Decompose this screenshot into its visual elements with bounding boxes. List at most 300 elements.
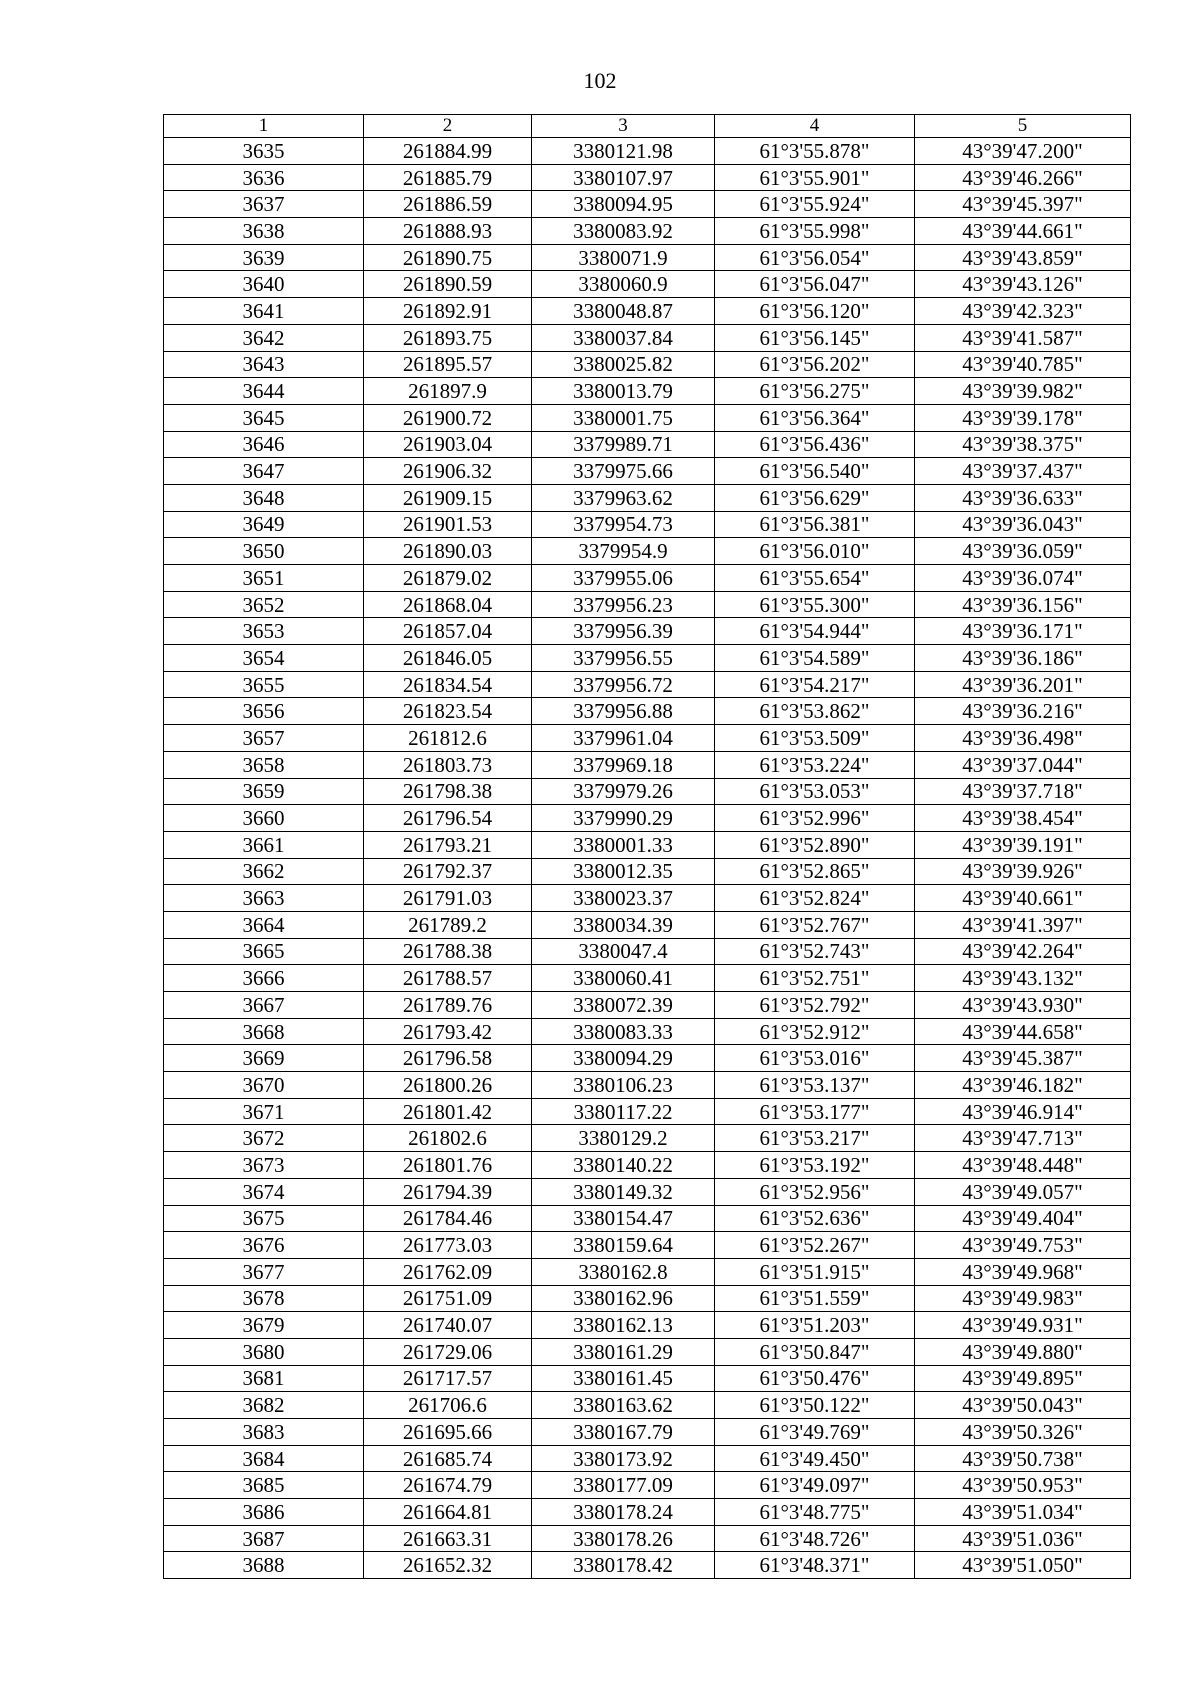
table-cell-col-2: 261823.54 [364,698,532,725]
table-cell-col-2: 261717.57 [364,1365,532,1392]
table-cell-col-1: 3650 [164,538,364,565]
table-cell-col-3: 3380159.64 [532,1232,715,1259]
table-cell-col-2: 261802.6 [364,1125,532,1152]
table-cell-col-5: 43°39'36.059" [915,538,1131,565]
table-cell-col-5: 43°39'50.043" [915,1392,1131,1419]
table-cell-col-2: 261897.9 [364,378,532,405]
table-cell-col-3: 3380013.79 [532,378,715,405]
table-cell-col-3: 3379975.66 [532,458,715,485]
table-cell-col-2: 261784.46 [364,1205,532,1232]
table-cell-col-3: 3380071.9 [532,244,715,271]
table-cell-col-3: 3380167.79 [532,1419,715,1446]
table-cell-col-1: 3660 [164,805,364,832]
table-cell-col-2: 261868.04 [364,591,532,618]
table-cell-col-5: 43°39'36.171" [915,618,1131,645]
table-cell-col-4: 61°3'56.145" [715,324,915,351]
table-cell-col-1: 3681 [164,1365,364,1392]
table-cell-col-5: 43°39'46.266" [915,164,1131,191]
table-cell-col-5: 43°39'40.785" [915,351,1131,378]
table-row [164,1098,1131,1125]
table-cell-col-3: 3380161.29 [532,1338,715,1365]
table-header [164,115,1131,138]
table-row [164,1125,1131,1152]
table-row [164,1018,1131,1045]
table-cell-col-5: 43°39'46.182" [915,1072,1131,1099]
table-row [164,1552,1131,1579]
table-cell-col-2: 261895.57 [364,351,532,378]
table-cell-col-1: 3655 [164,671,364,698]
table-cell-col-1: 3664 [164,911,364,938]
table-row [164,244,1131,271]
table-cell-col-2: 261906.32 [364,458,532,485]
table-cell-col-1: 3663 [164,885,364,912]
table-cell-col-2: 261803.73 [364,751,532,778]
table-cell-col-4: 61°3'52.767" [715,911,915,938]
table-cell-col-3: 3379979.26 [532,778,715,805]
table-cell-col-3: 3380107.97 [532,164,715,191]
table-cell-col-3: 3380048.87 [532,298,715,325]
table-cell-col-5: 43°39'49.931" [915,1312,1131,1339]
table-cell-col-3: 3380060.41 [532,965,715,992]
page-number: 102 [583,68,617,93]
table-cell-col-4: 61°3'48.371" [715,1552,915,1579]
table-cell-col-1: 3643 [164,351,364,378]
table-cell-col-3: 3380149.32 [532,1178,715,1205]
table-cell-col-3: 3380047.4 [532,938,715,965]
table-cell-col-4: 61°3'55.901" [715,164,915,191]
table-row [164,645,1131,672]
table-row [164,1178,1131,1205]
table-row [164,725,1131,752]
table-cell-col-3: 3380001.33 [532,831,715,858]
table-cell-col-5: 43°39'49.753" [915,1232,1131,1259]
table-cell-col-5: 43°39'45.387" [915,1045,1131,1072]
table-row [164,591,1131,618]
table-cell-col-3: 3379955.06 [532,565,715,592]
table-cell-col-2: 261800.26 [364,1072,532,1099]
table-row [164,324,1131,351]
table-body [164,138,1131,1579]
table-cell-col-3: 3380162.96 [532,1285,715,1312]
table-cell-col-1: 3640 [164,271,364,298]
table-row [164,1365,1131,1392]
table-cell-col-5: 43°39'37.437" [915,458,1131,485]
table-cell-col-1: 3654 [164,645,364,672]
table-cell-col-1: 3680 [164,1338,364,1365]
table-cell-col-2: 261886.59 [364,191,532,218]
table-cell-col-2: 261888.93 [364,218,532,245]
table-cell-col-5: 43°39'39.191" [915,831,1131,858]
table-cell-col-1: 3638 [164,218,364,245]
table-cell-col-4: 61°3'49.450" [715,1445,915,1472]
table-cell-col-3: 3380162.8 [532,1258,715,1285]
table-cell-col-3: 3380034.39 [532,911,715,938]
table-cell-col-1: 3688 [164,1552,364,1579]
table-cell-col-1: 3635 [164,138,364,165]
table-cell-col-1: 3636 [164,164,364,191]
table-cell-col-2: 261846.05 [364,645,532,672]
table-cell-col-4: 61°3'49.769" [715,1419,915,1446]
table-row [164,1258,1131,1285]
table-cell-col-5: 43°39'49.404" [915,1205,1131,1232]
table-row [164,1419,1131,1446]
table-cell-col-1: 3653 [164,618,364,645]
table-row [164,1338,1131,1365]
table-cell-col-1: 3674 [164,1178,364,1205]
header-cell-1: 1 [164,115,364,138]
table-cell-col-1: 3675 [164,1205,364,1232]
table-row [164,858,1131,885]
table-cell-col-5: 43°39'36.633" [915,484,1131,511]
table-cell-col-3: 3380178.24 [532,1499,715,1526]
table-cell-col-2: 261900.72 [364,404,532,431]
table-cell-col-5: 43°39'48.448" [915,1152,1131,1179]
table-cell-col-3: 3380012.35 [532,858,715,885]
table-cell-col-4: 61°3'55.654" [715,565,915,592]
table-cell-col-3: 3380140.22 [532,1152,715,1179]
table-cell-col-3: 3380060.9 [532,271,715,298]
table-cell-col-1: 3652 [164,591,364,618]
table-cell-col-4: 61°3'53.509" [715,725,915,752]
table-row [164,565,1131,592]
table-cell-col-4: 61°3'56.540" [715,458,915,485]
table-cell-col-5: 43°39'38.375" [915,431,1131,458]
table-cell-col-3: 3380178.42 [532,1552,715,1579]
table-cell-col-1: 3667 [164,992,364,1019]
table-cell-col-3: 3379956.39 [532,618,715,645]
table-cell-col-5: 43°39'36.498" [915,725,1131,752]
table-cell-col-3: 3379954.9 [532,538,715,565]
table-cell-col-4: 61°3'50.476" [715,1365,915,1392]
table-cell-col-4: 61°3'48.726" [715,1525,915,1552]
table-cell-col-4: 61°3'52.743" [715,938,915,965]
table-cell-col-4: 61°3'52.912" [715,1018,915,1045]
table-cell-col-1: 3673 [164,1152,364,1179]
table-row [164,671,1131,698]
table-cell-col-2: 261796.54 [364,805,532,832]
table-cell-col-2: 261762.09 [364,1258,532,1285]
table-row [164,1392,1131,1419]
table-cell-col-4: 61°3'56.047" [715,271,915,298]
table-cell-col-5: 43°39'37.718" [915,778,1131,805]
table-cell-col-4: 61°3'56.381" [715,511,915,538]
table-cell-col-3: 3380037.84 [532,324,715,351]
table-cell-col-4: 61°3'56.202" [715,351,915,378]
table-cell-col-5: 43°39'43.126" [915,271,1131,298]
table-cell-col-3: 3379989.71 [532,431,715,458]
table-cell-col-4: 61°3'52.636" [715,1205,915,1232]
table-cell-col-3: 3380129.2 [532,1125,715,1152]
table-row [164,992,1131,1019]
table-cell-col-3: 3380025.82 [532,351,715,378]
table-cell-col-2: 261773.03 [364,1232,532,1259]
table-row [164,1232,1131,1259]
table-row [164,271,1131,298]
table-cell-col-2: 261909.15 [364,484,532,511]
table-cell-col-2: 261901.53 [364,511,532,538]
table-cell-col-2: 261663.31 [364,1525,532,1552]
table-cell-col-3: 3379969.18 [532,751,715,778]
table-cell-col-4: 61°3'52.824" [715,885,915,912]
table-cell-col-1: 3646 [164,431,364,458]
table-cell-col-2: 261890.75 [364,244,532,271]
table-cell-col-4: 61°3'56.629" [715,484,915,511]
table-cell-col-1: 3644 [164,378,364,405]
table-row [164,484,1131,511]
table-cell-col-3: 3380121.98 [532,138,715,165]
table-cell-col-2: 261834.54 [364,671,532,698]
table-cell-col-1: 3658 [164,751,364,778]
table-cell-col-5: 43°39'49.880" [915,1338,1131,1365]
table-cell-col-1: 3648 [164,484,364,511]
table-cell-col-5: 43°39'49.968" [915,1258,1131,1285]
table-row [164,431,1131,458]
table-cell-col-1: 3641 [164,298,364,325]
table-cell-col-1: 3672 [164,1125,364,1152]
table-row [164,1525,1131,1552]
table-cell-col-2: 261789.2 [364,911,532,938]
table-cell-col-5: 43°39'36.201" [915,671,1131,698]
table-cell-col-4: 61°3'55.300" [715,591,915,618]
table-cell-col-5: 43°39'51.050" [915,1552,1131,1579]
table-cell-col-5: 43°39'36.156" [915,591,1131,618]
table-cell-col-5: 43°39'43.859" [915,244,1131,271]
table-row [164,218,1131,245]
table-cell-col-4: 61°3'56.436" [715,431,915,458]
table-cell-col-4: 61°3'53.192" [715,1152,915,1179]
table-cell-col-1: 3686 [164,1499,364,1526]
table-row [164,1205,1131,1232]
table-cell-col-4: 61°3'50.847" [715,1338,915,1365]
table-cell-col-5: 43°39'39.178" [915,404,1131,431]
table-cell-col-1: 3670 [164,1072,364,1099]
table-cell-col-4: 61°3'52.865" [715,858,915,885]
table-cell-col-2: 261729.06 [364,1338,532,1365]
table-cell-col-2: 261903.04 [364,431,532,458]
table-cell-col-3: 3379956.23 [532,591,715,618]
table-row [164,885,1131,912]
table-cell-col-5: 43°39'42.323" [915,298,1131,325]
table-cell-col-4: 61°3'53.053" [715,778,915,805]
table-cell-col-2: 261801.76 [364,1152,532,1179]
table-cell-col-4: 61°3'49.097" [715,1472,915,1499]
table-cell-col-4: 61°3'52.751" [715,965,915,992]
table-cell-col-3: 3380083.92 [532,218,715,245]
table-cell-col-1: 3642 [164,324,364,351]
table-cell-col-4: 61°3'55.924" [715,191,915,218]
table-cell-col-2: 261791.03 [364,885,532,912]
table-cell-col-2: 261884.99 [364,138,532,165]
table-cell-col-4: 61°3'54.944" [715,618,915,645]
table-cell-col-1: 3649 [164,511,364,538]
table-row [164,1072,1131,1099]
table-cell-col-2: 261890.03 [364,538,532,565]
table-cell-col-2: 261789.76 [364,992,532,1019]
table-row [164,965,1131,992]
table-row [164,698,1131,725]
table-row [164,1312,1131,1339]
table-cell-col-5: 43°39'49.895" [915,1365,1131,1392]
table-cell-col-2: 261751.09 [364,1285,532,1312]
table-cell-col-4: 61°3'53.862" [715,698,915,725]
table-row [164,1472,1131,1499]
table-cell-col-1: 3682 [164,1392,364,1419]
table-cell-col-5: 43°39'39.926" [915,858,1131,885]
table-cell-col-4: 61°3'53.137" [715,1072,915,1099]
table-cell-col-3: 3380154.47 [532,1205,715,1232]
table-cell-col-4: 61°3'56.010" [715,538,915,565]
table-cell-col-2: 261740.07 [364,1312,532,1339]
table-cell-col-2: 261794.39 [364,1178,532,1205]
table-cell-col-1: 3657 [164,725,364,752]
table-cell-col-2: 261652.32 [364,1552,532,1579]
table-cell-col-1: 3671 [164,1098,364,1125]
table-cell-col-2: 261879.02 [364,565,532,592]
table-cell-col-2: 261812.6 [364,725,532,752]
table-cell-col-5: 43°39'50.953" [915,1472,1131,1499]
table-cell-col-4: 61°3'51.915" [715,1258,915,1285]
table-cell-col-5: 43°39'44.658" [915,1018,1131,1045]
coordinates-table [163,114,1131,1579]
table-cell-col-5: 43°39'36.043" [915,511,1131,538]
table-cell-col-1: 3656 [164,698,364,725]
table-row [164,938,1131,965]
table-cell-col-4: 61°3'53.224" [715,751,915,778]
table-cell-col-1: 3684 [164,1445,364,1472]
table-cell-col-2: 261885.79 [364,164,532,191]
table-cell-col-4: 61°3'54.217" [715,671,915,698]
table-cell-col-3: 3379956.88 [532,698,715,725]
table-cell-col-3: 3380117.22 [532,1098,715,1125]
table-cell-col-1: 3637 [164,191,364,218]
table-cell-col-3: 3379963.62 [532,484,715,511]
table-cell-col-4: 61°3'55.878" [715,138,915,165]
table-cell-col-5: 43°39'42.264" [915,938,1131,965]
table-cell-col-2: 261685.74 [364,1445,532,1472]
table-cell-col-4: 61°3'56.275" [715,378,915,405]
table-cell-col-5: 43°39'51.036" [915,1525,1131,1552]
table-cell-col-2: 261798.38 [364,778,532,805]
table-cell-col-3: 3380106.23 [532,1072,715,1099]
table-cell-col-5: 43°39'40.661" [915,885,1131,912]
table-cell-col-2: 261695.66 [364,1419,532,1446]
table-cell-col-4: 61°3'52.267" [715,1232,915,1259]
table-row [164,805,1131,832]
table-cell-col-5: 43°39'49.983" [915,1285,1131,1312]
table-cell-col-5: 43°39'47.200" [915,138,1131,165]
table-cell-col-5: 43°39'43.930" [915,992,1131,1019]
table-cell-col-1: 3676 [164,1232,364,1259]
table-cell-col-2: 261796.58 [364,1045,532,1072]
table-cell-col-2: 261793.42 [364,1018,532,1045]
table-cell-col-1: 3665 [164,938,364,965]
table-cell-col-1: 3666 [164,965,364,992]
table-row [164,538,1131,565]
table-cell-col-5: 43°39'44.661" [915,218,1131,245]
table-cell-col-5: 43°39'41.397" [915,911,1131,938]
table-cell-col-5: 43°39'36.074" [915,565,1131,592]
table-cell-col-4: 61°3'48.775" [715,1499,915,1526]
table-cell-col-5: 43°39'38.454" [915,805,1131,832]
table-cell-col-3: 3379956.55 [532,645,715,672]
header-cell-2: 2 [364,115,532,138]
table-cell-col-3: 3380094.95 [532,191,715,218]
table-row [164,404,1131,431]
table-row [164,1285,1131,1312]
table-row [164,511,1131,538]
table-cell-col-1: 3668 [164,1018,364,1045]
table-cell-col-1: 3683 [164,1419,364,1446]
table-cell-col-4: 61°3'53.217" [715,1125,915,1152]
table-row [164,1152,1131,1179]
table-cell-col-1: 3645 [164,404,364,431]
table-cell-col-3: 3379961.04 [532,725,715,752]
table-cell-col-5: 43°39'50.326" [915,1419,1131,1446]
table-cell-col-4: 61°3'54.589" [715,645,915,672]
table-row [164,778,1131,805]
table-cell-col-5: 43°39'45.397" [915,191,1131,218]
table-cell-col-2: 261892.91 [364,298,532,325]
table-cell-col-4: 61°3'51.559" [715,1285,915,1312]
header-cell-4: 4 [715,115,915,138]
table-cell-col-2: 261706.6 [364,1392,532,1419]
table-cell-col-4: 61°3'52.956" [715,1178,915,1205]
table-cell-col-3: 3380094.29 [532,1045,715,1072]
table-cell-col-1: 3679 [164,1312,364,1339]
table-cell-col-5: 43°39'47.713" [915,1125,1131,1152]
table-cell-col-5: 43°39'36.186" [915,645,1131,672]
table-cell-col-2: 261857.04 [364,618,532,645]
table-cell-col-1: 3659 [164,778,364,805]
table-row [164,831,1131,858]
table-cell-col-4: 61°3'55.998" [715,218,915,245]
table-cell-col-3: 3380001.75 [532,404,715,431]
table-cell-col-3: 3379990.29 [532,805,715,832]
header-cell-3: 3 [532,115,715,138]
table-cell-col-1: 3685 [164,1472,364,1499]
table-cell-col-5: 43°39'46.914" [915,1098,1131,1125]
table-cell-col-2: 261664.81 [364,1499,532,1526]
table-cell-col-1: 3651 [164,565,364,592]
table-cell-col-3: 3380173.92 [532,1445,715,1472]
table-cell-col-3: 3380163.62 [532,1392,715,1419]
table-cell-col-4: 61°3'50.122" [715,1392,915,1419]
table-cell-col-2: 261793.21 [364,831,532,858]
table-cell-col-5: 43°39'41.587" [915,324,1131,351]
table-cell-col-3: 3380162.13 [532,1312,715,1339]
table-row [164,751,1131,778]
table-cell-col-4: 61°3'51.203" [715,1312,915,1339]
table-cell-col-2: 261893.75 [364,324,532,351]
table-row [164,911,1131,938]
table-cell-col-2: 261788.57 [364,965,532,992]
table-cell-col-1: 3661 [164,831,364,858]
table-cell-col-4: 61°3'53.016" [715,1045,915,1072]
header-cell-5: 5 [915,115,1131,138]
table-cell-col-3: 3380072.39 [532,992,715,1019]
table-row [164,164,1131,191]
table-cell-col-2: 261890.59 [364,271,532,298]
table-cell-col-3: 3380023.37 [532,885,715,912]
table-row [164,378,1131,405]
table-row [164,1445,1131,1472]
table-cell-col-4: 61°3'56.054" [715,244,915,271]
table-cell-col-4: 61°3'56.120" [715,298,915,325]
table-cell-col-2: 261788.38 [364,938,532,965]
table-cell-col-3: 3379954.73 [532,511,715,538]
table-cell-col-2: 261674.79 [364,1472,532,1499]
table-cell-col-3: 3380177.09 [532,1472,715,1499]
